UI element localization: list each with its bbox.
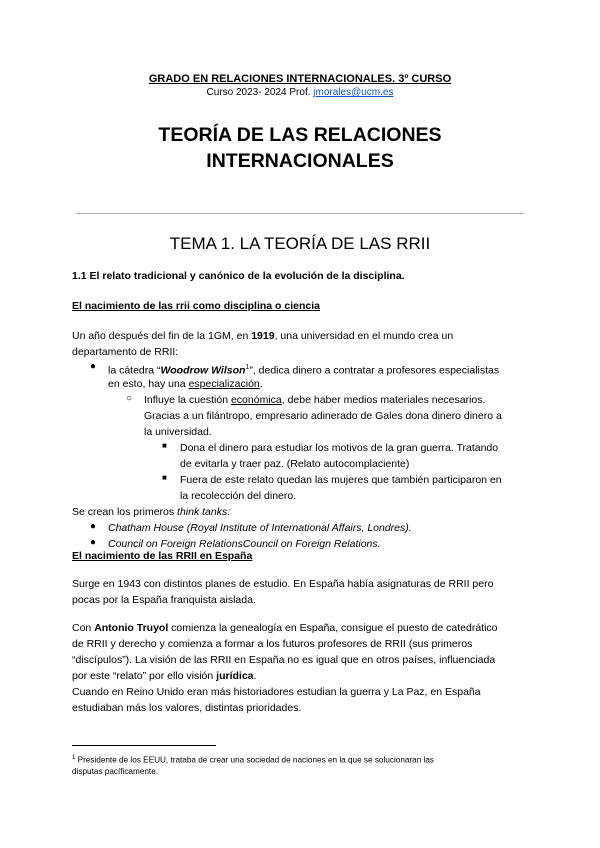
subsub-2-line-1: Fuera de este relato quedan las mujeres que también participaron en xyxy=(180,474,502,486)
year-bold: 1919 xyxy=(251,330,275,342)
tema-heading: TEMA 1. LA TEORÍA DE LAS RRII xyxy=(169,234,431,253)
bullet-dot: ● xyxy=(90,521,97,532)
title-line-2: INTERNACIONALES xyxy=(206,150,394,172)
text-run: la cátedra “ xyxy=(108,364,161,377)
footnote-mark: 1 xyxy=(72,755,76,761)
text-run: en esto, hay una xyxy=(108,378,189,390)
paragraph-1-line-2: departamento de RRII: xyxy=(72,346,179,358)
paragraph-3-line-2: de RRII y derecho y comienza a formar a los futuros profesores de RRII (sus primeros xyxy=(72,638,473,650)
paragraph-3-line-6: estudiaban más los valores, distintas prioridades. xyxy=(72,702,302,714)
woodrow-wilson-name: Woodrow Wilson xyxy=(160,364,246,377)
text-run: Influye la cuestión xyxy=(144,394,231,406)
section-heading-1-1: 1.1 El relato tradicional y canónico de la evolución de la disciplina. xyxy=(72,270,405,282)
text-run: , debe haber medios materiales necesarios. xyxy=(281,394,486,406)
subheading-origin: El nacimiento de las rrii como disciplina o ciencia xyxy=(72,300,320,312)
text-run: Un año después del fin de la 1GM, en xyxy=(72,330,252,342)
horizontal-divider xyxy=(76,213,524,214)
square-bullet-icon: ■ xyxy=(162,473,167,482)
text-run: por este “relato” por ello visión xyxy=(72,670,217,682)
think-tank-council: Council on Foreign RelationsCouncil on Foreign Relations. xyxy=(108,538,381,550)
paragraph-1-line-1 xyxy=(72,328,453,344)
course-line xyxy=(0,87,600,98)
text-run: comienza la genealogía en España, consigue el puesto de catedrático xyxy=(168,622,498,634)
paragraph-3-line-4 xyxy=(72,668,256,684)
email-link[interactable]: jmorales@ucm.es xyxy=(313,87,394,98)
degree-header: GRADO EN RELACIONES INTERNACIONALES. 3º CURSO xyxy=(148,73,452,85)
subsub-2-line-2: la recolección del dinero. xyxy=(180,490,297,502)
text-run: ”, dedica dinero a contratar a profesores especialistas xyxy=(249,364,500,377)
text-run: Con xyxy=(72,622,95,634)
paragraph-2-line-2: pocas por la España franquista aislada. xyxy=(72,594,256,606)
title-line-1: TEORÍA DE LAS RELACIONES xyxy=(158,124,442,146)
truyol-bold: Antonio Truyol xyxy=(94,622,169,634)
think-tanks-italic: think tanks: xyxy=(177,506,231,518)
paragraph-2-line-1: Surge en 1943 con distintos planes de estudio. En España había asignaturas de RRII pero xyxy=(72,578,494,590)
bullet-dot: ● xyxy=(90,537,97,548)
subheading-spain: El nacimiento de las RRII en España xyxy=(72,550,253,562)
paragraph-3-line-5: Cuando en Reino Unido eran más historiadores estudian la guerra y La Paz, en España xyxy=(72,686,481,698)
course-prefix: Curso 2023- 2024 Prof. xyxy=(206,87,314,98)
economica-underlined: económica xyxy=(230,394,282,406)
think-tank-chatham: Chatham House (Royal Institute of International Affairs, Londres). xyxy=(108,522,412,534)
text-run: Presidente de los EEUU, trataba de crear una sociedad de naciones en la que se solucionaran las xyxy=(75,755,434,765)
sub-bullet-line-1 xyxy=(144,392,485,408)
bullet-dot: ● xyxy=(90,361,97,372)
document-title xyxy=(0,122,600,174)
footnote-ref[interactable]: 1 xyxy=(245,364,250,371)
text-run: Se crean los primeros xyxy=(72,506,178,518)
text-run: . xyxy=(253,670,257,682)
square-bullet-icon: ■ xyxy=(162,441,167,450)
sub-bullet-line-3: la universidad. xyxy=(144,426,212,438)
paragraph-3-line-1 xyxy=(72,620,498,636)
footnote-line-2: disputas pacíficamente. xyxy=(72,767,159,776)
juridica-bold: jurídica xyxy=(216,670,254,682)
bullet-1-line-2 xyxy=(108,376,263,392)
text-run: . xyxy=(259,378,263,390)
text-run: , una universidad en el mundo crea un xyxy=(274,330,454,342)
especializacion-underlined: especialización xyxy=(188,378,260,390)
subsub-1-line-1: Dona el dinero para estudiar los motivos de la gran guerra. Tratando xyxy=(180,442,499,454)
paragraph-3-line-3: “discípulos”). La visión de las RRII en España no es igual que en otros países, influenciada xyxy=(72,654,496,666)
subsub-1-line-2: de evitarla y traer paz. (Relato autocomplaciente) xyxy=(180,458,410,470)
think-tanks-intro xyxy=(72,504,230,520)
footnote-separator xyxy=(72,745,216,746)
sub-bullet-line-2: Gracias a un filántropo, empresario adinerado de Gales dona dinero dinero a xyxy=(144,410,502,422)
circle-bullet-icon: ○ xyxy=(126,393,133,404)
